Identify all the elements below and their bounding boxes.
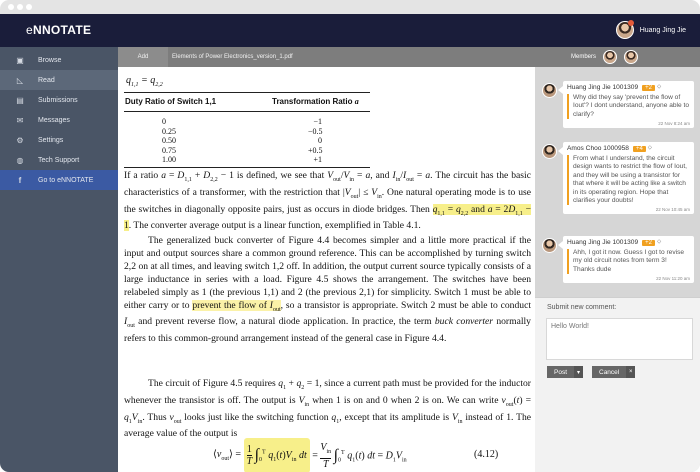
sidebar-item-label: Submissions <box>38 96 78 104</box>
table-cell: 0 <box>318 136 322 145</box>
paragraph: The generalized buck converter of Figure 4.4 becomes simpler and a little more practical if the input and output sources share a common ground reference. This can be accomplished by turning switch 2,2 on at all times, and leaving switch 1,2 off. In addition, the output current source typically consists of a large inductance in series with a load. Figure 4.5 shows the arrangement. The switches have been relabeled simply as 1 (the previous 1,1) and 2 (the previous 2,1) for simplicity. Switch 1 must be able to either carry or to prevent the flow of $I_{out}$, so a transistor is appropriate. Switch 2 must be able to conduct $I_{out}$ and prevent reverse flow, a natural diode application. In practice, the term buck converter normally refers to this common-ground arrangement instead of the general case in Figure 4.4. <box>124 235 531 345</box>
sidebar-item-label: Settings <box>38 136 64 144</box>
members-label: Members <box>570 54 596 60</box>
tab-document[interactable]: Elements of Power Electronics_version_1.pdf <box>172 54 293 60</box>
vote-badge[interactable]: +2 <box>642 240 655 246</box>
cancel-button[interactable] <box>592 366 635 378</box>
table-cell: −0.5 <box>308 126 323 136</box>
pdf-viewer[interactable] <box>118 67 535 472</box>
avatar <box>542 238 557 253</box>
comment-timestamp: 22 Nov 8:24 am <box>658 121 690 127</box>
members-list <box>571 47 638 67</box>
avatar[interactable] <box>603 50 617 64</box>
table-rule <box>124 111 370 112</box>
sidebar-item-label: Go to eNNOTATE <box>38 176 94 184</box>
sidebar-item-browse[interactable] <box>0 50 118 70</box>
avatar[interactable] <box>616 21 634 39</box>
avatar <box>542 83 557 98</box>
window-dot-icon[interactable] <box>17 4 23 10</box>
user-menu[interactable] <box>616 20 686 40</box>
chevron-down-icon[interactable]: ▾ <box>574 366 583 378</box>
comment-header <box>567 145 690 152</box>
comment-text: From what I understand, the circuit design wants to restrict the flow of Iout, and they will be using a transistor for that where it will be acting like a switch in its operating region. Hope that clarifies your doubts! <box>567 155 690 205</box>
avatar[interactable] <box>624 50 638 64</box>
comment-author: Huang Jing Jie 1001309 <box>567 84 639 91</box>
vote-badge[interactable]: +2 <box>642 85 655 91</box>
table-cell: 0.25 <box>162 126 176 136</box>
paragraph: The circuit of Figure 4.5 requires $q_1 + q_2 = 1$, since a current path must be provided for the inductor whenever the transistor is off. The output is $V_{in}$ when 1 is on and 0 when 2 is on. We can write $v_{out}(t) = q_1V_{in}$. Thus $v_{out}$ looks just like the switching function $q_1$, except that its amplitude is $V_{in}$ instead of 1. The average value of the output is <box>124 378 532 440</box>
comment-bubble[interactable] <box>563 81 694 128</box>
cube-icon: ▣ <box>16 55 24 65</box>
sidebar-item-label: Messages <box>38 116 70 124</box>
comment-timestamp: 22 Nov 10:45 am <box>655 207 690 213</box>
cancel-button-label: Cancel <box>599 368 620 376</box>
globe-icon: ◍ <box>16 155 24 165</box>
sidebar-item-label: Read <box>38 76 55 84</box>
sidebar-item-label: Browse <box>38 56 62 64</box>
equation: $⟨v_{out}⟩$ = $\frac{1}{T}$ $\int_0^T$ $q_1(t)V_{in}$ dt = $V_{in}$ T $\int_0^T$ $q_1(t)$ dt = $D_1V_{in}$ <box>213 438 407 472</box>
table-cell: 0.50 <box>162 136 176 145</box>
top-navbar <box>0 14 700 47</box>
table-header: Duty Ratio of Switch 1,1 <box>125 97 217 106</box>
sidebar-item-settings[interactable] <box>0 130 118 150</box>
comment-bubble[interactable] <box>563 142 694 214</box>
sidebar-item-submissions[interactable] <box>0 90 118 110</box>
table-cell: 1.00 <box>162 155 176 164</box>
table-column <box>308 117 322 165</box>
comment-header <box>567 84 690 91</box>
comment-header <box>567 239 690 246</box>
sidebar-item-label: Tech Support <box>38 156 80 164</box>
user-name: Huang Jing Jie <box>639 26 686 34</box>
window-dot-icon[interactable] <box>8 4 14 10</box>
table-rule <box>124 167 370 168</box>
comment-author: Amos Choo 1000958 <box>567 145 629 152</box>
app-logo[interactable]: eNNOTATE <box>26 23 92 37</box>
window-dot-icon[interactable] <box>26 4 32 10</box>
sidebar-item-tech-support[interactable] <box>0 150 118 170</box>
comment-input[interactable] <box>546 318 693 360</box>
avatar <box>542 144 557 159</box>
sidebar-item-messages[interactable] <box>0 110 118 130</box>
notification-dot-icon <box>628 20 634 26</box>
sidebar-item-read[interactable] <box>0 70 118 90</box>
post-button-label: Post <box>554 368 568 376</box>
table-cell: +1 <box>313 155 322 164</box>
chart-icon: ◺ <box>16 75 24 85</box>
comment-text: Ahh, I got it now. Guess I got to revise my old circuit notes from term 3! Thanks dude <box>567 249 690 274</box>
equation-number: (4.12) <box>474 449 499 460</box>
table-header: Transformation Ratio a <box>272 97 359 106</box>
vote-badge[interactable]: +4 <box>633 146 646 152</box>
table-column <box>162 117 176 165</box>
table-cell: +0.5 <box>308 145 323 155</box>
sidebar-item-go-to-ennotate[interactable] <box>0 170 118 190</box>
table-rule <box>124 92 370 93</box>
table-cell: 0 <box>162 117 166 126</box>
table-cell: 0.75 <box>162 145 176 155</box>
vote-icon[interactable]: ⬦ <box>656 239 662 245</box>
gear-icon: ⚙ <box>16 135 24 145</box>
envelope-icon: ✉ <box>16 115 24 125</box>
comment-bubble[interactable] <box>563 236 694 283</box>
equation: $q_{1,1} = q_{2,2}$ <box>126 75 163 88</box>
facebook-icon: f <box>18 175 22 185</box>
sidebar <box>0 47 118 472</box>
table-cell: −1 <box>313 117 322 126</box>
comment-author: Huang Jing Jie 1001309 <box>567 239 639 246</box>
add-button[interactable]: Add <box>118 47 168 67</box>
post-button[interactable] <box>547 366 583 378</box>
browser-titlebar <box>0 0 700 14</box>
vote-icon[interactable]: ⬦ <box>647 145 652 151</box>
new-comment-panel <box>535 297 700 472</box>
close-icon[interactable]: × <box>626 366 635 378</box>
new-comment-label: Submit new comment: <box>547 304 617 311</box>
paragraph: If a ratio $a = D_{1,1} + D_{2,2} - 1$ is defined, we see that $V_{out}/V_{in} = a$, and $I_{in}/I_{out} = a$. The circuit has the basic characteristics of a transformer, with the restriction that $|V_{out}| \le V_{in}$. One natural operating mode is to use the switches in diagonally opposite pairs, just as occurs in diode bridges. Then $q_{1,1} = q_{2,2}$ and $a = 2D_{1,1} - 1$. The converter average output is a linear function, exemplified in Table 4.1. <box>124 170 532 232</box>
document-tabbar <box>118 47 700 67</box>
calendar-icon: ▤ <box>16 95 24 105</box>
vote-icon[interactable]: ⬦ <box>656 84 662 90</box>
comments-panel <box>535 67 700 472</box>
comment-timestamp: 22 Nov 11:20 am <box>656 276 690 282</box>
comment-text: Why did they say 'prevent the flow of Iout'? I dont understand, anyone able to clarify? <box>567 94 690 119</box>
